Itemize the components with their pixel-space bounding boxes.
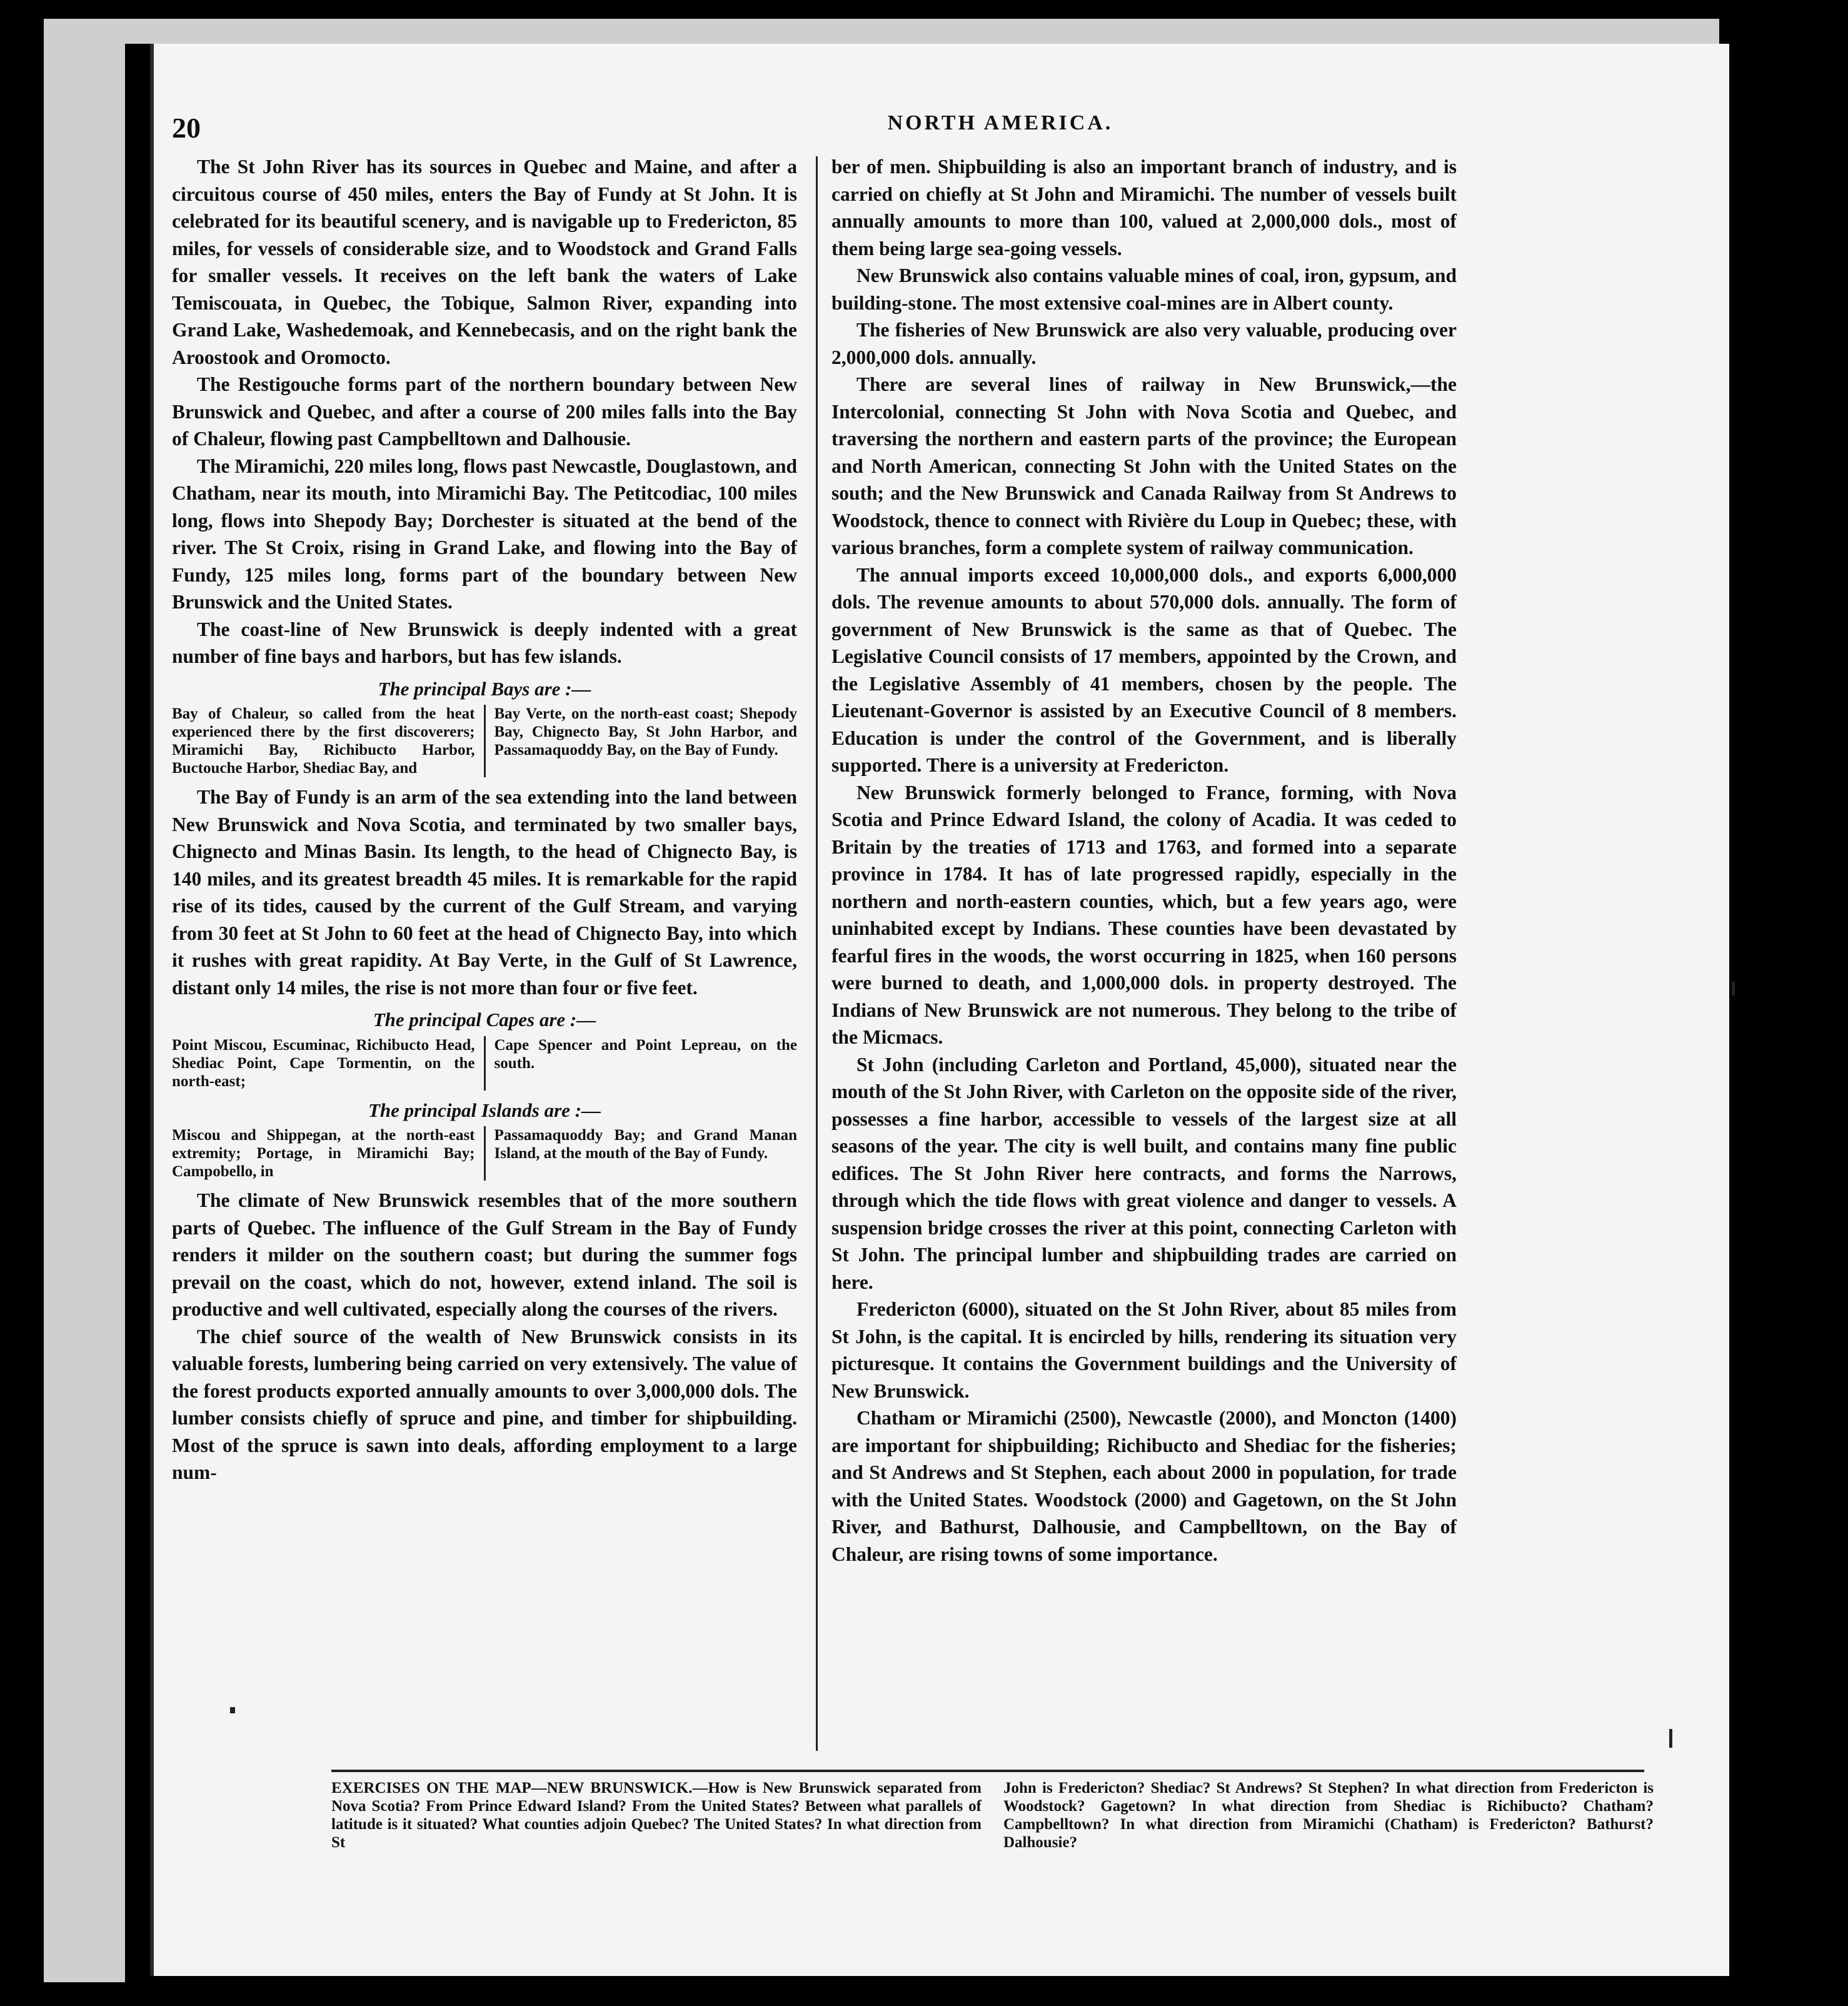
islands-heading: The principal Islands are :— — [368, 1099, 601, 1121]
islands-list — [172, 1126, 797, 1181]
scan-border-left — [44, 25, 125, 1982]
paragraph-restigouche: The Restigouche forms part of the northern boundary between New Brunswick and Quebec, and after a course of 200 miles falls into the Bay of Chaleur, flowing past Campbelltown and Dalhousie. — [172, 373, 797, 450]
paragraph-bay-of-fundy: The Bay of Fundy is an arm of the sea extending into the land between New Brunswick and Nova Scotia, and terminated by two smaller bays, Chignecto and Minas Basin. Its length, to the head of Chignecto Bay, is 140 miles, and its greatest breadth 45 miles. It is remarkable for the rapid rise of its tides, caused by the current of the Gulf Stream, and varying from 30 feet at St John to 60 feet at the head of Chignecto Bay, into which it rushes with great rapidity. At Bay Verte, in the Gulf of St Lawrence, distant only 14 miles, the rise is not more than four or five feet. — [172, 786, 797, 999]
paragraph-towns: Chatham or Miramichi (2500), Newcastle (2000), and Moncton (1400) are important for shipbuilding; Richibucto and Shediac for the fisheries; and St Andrews and St Stephen, each about 2000 in population, for trade with the United States. Woodstock (2000) and Gagetown, on the St John River, and Bathurst, Dalhousie, and Campbelltown, on the Bay of Chaleur, are rising towns of some importance. — [831, 1407, 1457, 1565]
exercises-left: EXERCISES ON THE MAP—NEW BRUNSWICK.—How is New Brunswick separated from Nova Scotia? From Prince Edward Island? From the United States? Between what parallels of latitude is it situated? What counties adjoin Quebec? The United States? In what direction from St — [331, 1780, 982, 1851]
paragraph-railway: There are several lines of railway in New Brunswick,—the Intercolonial, connecting St John with Nova Scotia and Quebec, and traversing the northern and eastern parts of the province; the European and North American, connecting St John with the United States on the south; and the New Brunswick and Canada Railway from St Andrews to Woodstock, thence to connect with Rivière du Loup in Quebec; these, with various branches, form a complete system of railway communication. — [831, 373, 1457, 558]
footer-rule — [331, 1770, 1644, 1772]
page-number: 20 — [172, 112, 201, 144]
paragraph-coast-line: The coast-line of New Brunswick is deeply indented with a great number of fine bays and harbors, but has few islands. — [172, 618, 797, 667]
column-divider — [816, 156, 818, 1751]
scan-border-top — [44, 19, 1719, 44]
paragraph-climate: The climate of New Brunswick resembles that of the more southern parts of Quebec. The influence of the Gulf Stream in the Bay of Fundy renders it milder on the southern coast; but during the summer fogs prevail on the coast, which do not, however, extend inland. The soil is productive and well cultivated, especially along the courses of the rivers. — [172, 1189, 797, 1320]
paragraph-fredericton: Fredericton (6000), situated on the St John River, about 85 miles from St John, is the capital. It is encircled by hills, rendering its situation very picturesque. It contains the Government buildings and the University of New Brunswick. — [831, 1298, 1457, 1402]
running-head: NORTH AMERICA. — [887, 111, 1113, 134]
islands-list-right: Passamaquoddy Bay; and Grand Manan Island, at the mouth of the Bay of Fundy. — [494, 1127, 797, 1162]
exercises-right: John is Fredericton? Shediac? St Andrews? St Stephen? In what direction from Fredericton is Woodstock? Gagetown? In what direction from Shediac is Richibucto? Chatham? Campbelltown? In what direction from Miramichi (Chatham) is Fredericton? Bathurst? Dalhousie? — [1003, 1780, 1654, 1851]
paragraph-fisheries: The fisheries of New Brunswick are also very valuable, producing over 2,000,000 dols. annually. — [831, 319, 1457, 368]
paragraph-forests: The chief source of the wealth of New Brunswick consists in its valuable forests, lumbering being carried on very extensively. The value of the forest products exported annually amounts to over 3,000,000 dols. The lumber consists chiefly of spruce and pine, and timber for shipbuilding. Most of the spruce is sawn into deals, affording employment to a large num- — [172, 1325, 797, 1483]
bays-heading: The principal Bays are :— — [378, 677, 591, 700]
bays-list-left: Bay of Chaleur, so called from the heat experienced there by the first discoverers; Miramichi Bay, Richibucto Harbor, Buctouche Harbor, Shediac Bay, and — [172, 705, 486, 777]
margin-speck — [230, 1707, 235, 1713]
paragraph-mines: New Brunswick also contains valuable mines of coal, iron, gypsum, and building-stone. The most extensive coal-mines are in Albert county. — [831, 265, 1457, 314]
paragraph-st-john-city: St John (including Carleton and Portland, 45,000), situated near the mouth of the St John River, with Carleton on the opposite side of the river, possesses a fine harbor, accessible to vessels of the largest size at all seasons of the year. The city is well built, and contains many fine public edifices. The St John River here contracts, and forms the Narrows, through which the tide flows with great violence and danger to vessels. A suspension bridge crosses the river at this point, connecting Carleton with St John. The principal lumber and shipbuilding trades are carried on here. — [831, 1053, 1457, 1293]
margin-speck — [1732, 982, 1735, 995]
paragraph-miramichi: The Miramichi, 220 miles long, flows past Newcastle, Douglastown, and Chatham, near its mouth, into Miramichi Bay. The Petitcodiac, 100 miles long, flows into Shepody Bay; Dorchester is situated at the bend of the river. The St Croix, rising in Grand Lake, and flowing into the Bay of Fundy, 125 miles long, forms part of the boundary between New Brunswick and the United States. — [172, 455, 797, 613]
capes-list-left: Point Miscou, Escuminac, Richibucto Head, Shediac Point, Cape Tormentin, on the north-east; — [172, 1036, 486, 1091]
capes-heading: The principal Capes are :— — [373, 1009, 596, 1031]
paragraph-history: New Brunswick formerly belonged to France, forming, with Nova Scotia and Prince Edward Island, the colony of Acadia. It was ceded to Britain by the treaties of 1713 and 1763, and formed into a separate province in 1784. It has of late progressed rapidly, especially in the northern and north-eastern counties, which, but a few years ago, were uninhabited except by Indians. These counties have been devastated by fearful fires in the woods, the worst occurring in 1825, when 160 persons were burned to death, and 1,000,000 dols. in property destroyed. The Indians of New Brunswick are not numerous. They belong to the tribe of the Micmacs. — [831, 781, 1457, 1048]
left-column — [172, 153, 797, 1486]
margin-speck — [1669, 1729, 1672, 1748]
right-column — [831, 153, 1457, 1568]
capes-list-right: Cape Spencer and Point Lepreau, on the south. — [494, 1036, 797, 1072]
bays-list — [172, 705, 797, 777]
paragraph-government: The annual imports exceed 10,000,000 dols., and exports 6,000,000 dols. The revenue amounts to about 570,000 dols. annually. The form of government of New Brunswick is the same as that of Quebec. The Legislative Council consists of 17 members, appointed by the Crown, and the Legislative Assembly of 41 members, chosen by the people. The Lieutenant-Governor is assisted by an Executive Council of 8 members. Education is under the control of the Government, and is liberally supported. There is a university at Fredericton. — [831, 563, 1457, 776]
paragraph-st-john-river: The St John River has its sources in Quebec and Maine, and after a circuitous course of 450 miles, enters the Bay of Fundy at St John. It is celebrated for its beautiful scenery, and is navigable up to Fredericton, 85 miles, for vessels of considerable size, and to Woodstock and Grand Falls for smaller vessels. It receives on the left bank the waters of Lake Temiscouata, in Quebec, the Tobique, Salmon River, expanding into Grand Lake, Washedemoak, and Kennebecasis, and on the right bank the Aroostook and Oromocto. — [172, 156, 797, 368]
islands-list-left: Miscou and Shippegan, at the north-east extremity; Portage, in Miramichi Bay; Campobello, in — [172, 1126, 486, 1181]
capes-list — [172, 1036, 797, 1091]
bays-list-right: Bay Verte, on the north-east coast; Shepody Bay, Chignecto Bay, St John Harbor, and Passamaquoddy Bay, on the Bay of Fundy. — [494, 705, 797, 759]
paragraph-shipbuilding: ber of men. Shipbuilding is also an important branch of industry, and is carried on chiefly at St John and Miramichi. The number of vessels built annually amounts to more than 100, valued at 2,000,000 dols., most of them being large sea-going vessels. — [831, 156, 1457, 260]
